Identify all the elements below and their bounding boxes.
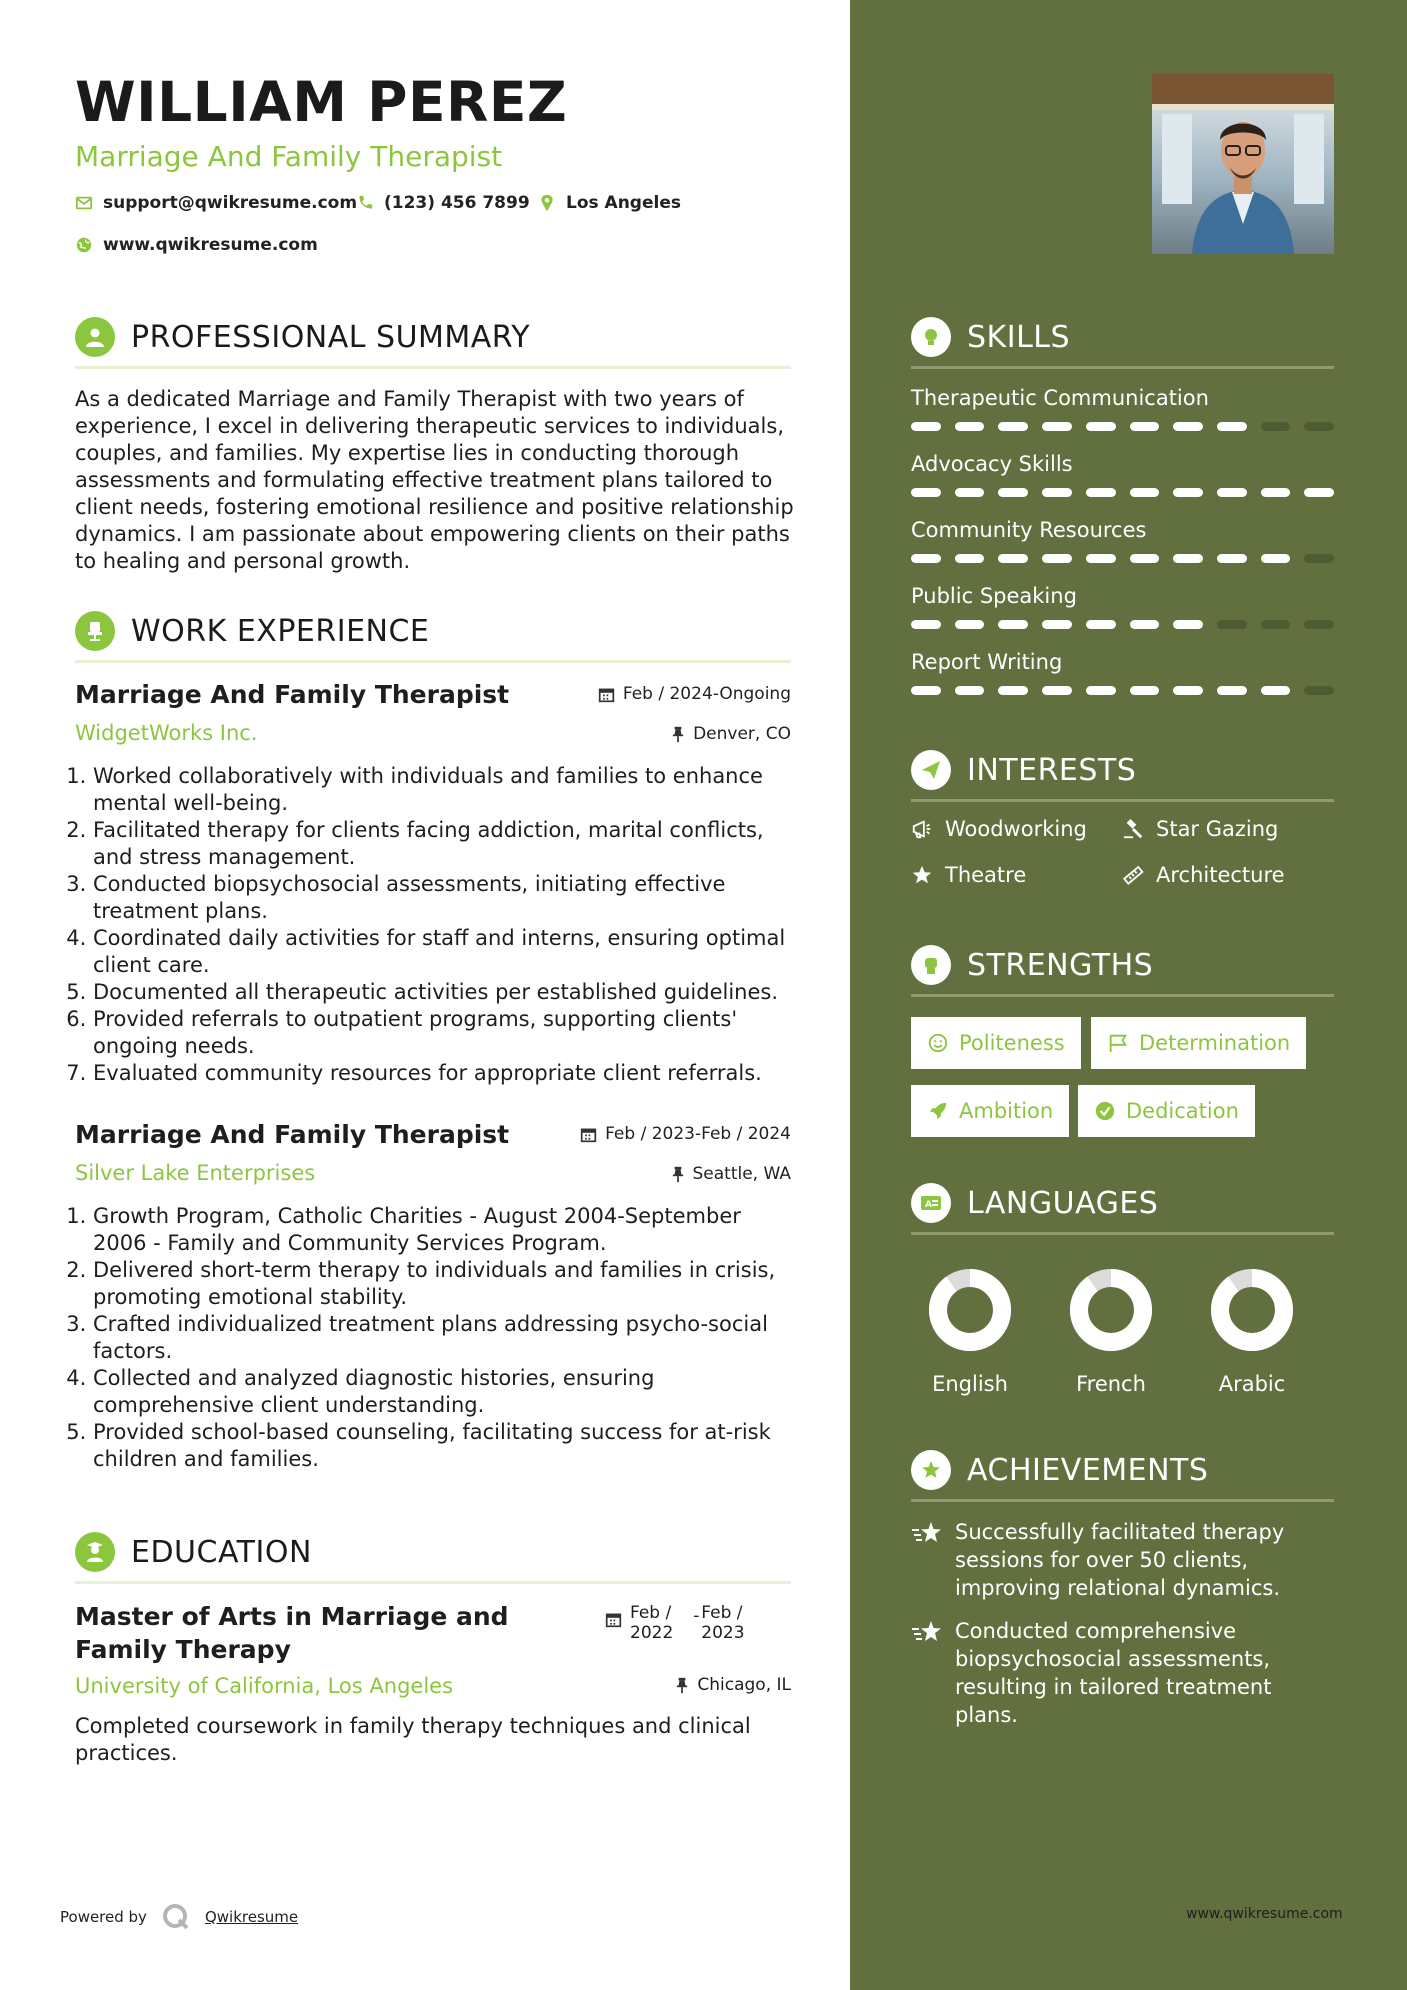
achievement-item (911, 1617, 1311, 1729)
strength-label: Determination (1139, 1031, 1291, 1055)
user-icon (75, 317, 115, 357)
skill-name: Community Resources (911, 518, 1147, 542)
skill-level-dash (998, 488, 1028, 497)
interest-item (1122, 817, 1278, 841)
strengths-heading (911, 936, 1334, 997)
education-location (675, 1675, 791, 1695)
languages-heading (911, 1174, 1334, 1235)
start-year: 2022 (630, 1623, 674, 1643)
experience-title: WORK EXPERIENCE (131, 613, 430, 649)
pin-icon (671, 726, 685, 743)
job-date-text: Feb / 2023-Feb / 2024 (605, 1124, 791, 1144)
skill-level-dash (1304, 422, 1334, 431)
interest-label: Theatre (945, 863, 1027, 887)
skill-level-dash (1130, 686, 1160, 695)
map-pin-icon (538, 194, 556, 212)
job-location (671, 724, 791, 744)
language-level-ring (926, 1266, 1014, 1354)
skill-level-dash (1086, 686, 1116, 695)
skill-level-dash (1130, 422, 1160, 431)
end-year: 2023 (701, 1623, 745, 1643)
skill-level-dash (1173, 422, 1203, 431)
skill-level-dash (1042, 422, 1072, 431)
skill-level-meter (911, 686, 1334, 695)
skill-level-dash (1130, 488, 1160, 497)
lightbulb-icon (911, 317, 951, 357)
skill-level-dash (911, 620, 941, 629)
graduate-icon (75, 1532, 115, 1572)
candidate-title: Marriage And Family Therapist (75, 140, 503, 173)
skill-level-dash (1217, 686, 1247, 695)
globe-icon (75, 236, 93, 254)
skill-item (911, 452, 1334, 497)
strength-tag (1078, 1085, 1255, 1137)
job-entry (75, 680, 791, 1087)
skill-level-dash (955, 620, 985, 629)
briefcase-chair-icon (75, 611, 115, 651)
skill-item (911, 650, 1334, 695)
education-heading (75, 1523, 791, 1584)
language-card-icon (911, 1183, 951, 1223)
skill-level-dash (1130, 620, 1160, 629)
strength-label: Ambition (959, 1099, 1054, 1123)
profile-photo (1152, 74, 1334, 254)
skill-level-dash (998, 686, 1028, 695)
skills-heading (911, 308, 1334, 369)
job-company: WidgetWorks Inc. (75, 721, 258, 745)
summary-title: PROFESSIONAL SUMMARY (131, 319, 531, 355)
website-text: www.qwikresume.com (103, 235, 318, 255)
brand-link[interactable]: Qwikresume (204, 1908, 299, 1926)
skill-level-dash (1217, 488, 1247, 497)
skill-level-meter (911, 488, 1334, 497)
skill-level-dash (1042, 488, 1072, 497)
skill-level-dash (1217, 554, 1247, 563)
skill-item (911, 518, 1334, 563)
interest-label: Architecture (1156, 863, 1285, 887)
education-description: Completed coursework in family therapy techniques and clinical practices. (75, 1714, 751, 1765)
skill-level-dash (911, 686, 941, 695)
skill-level-dash (998, 422, 1028, 431)
degree-title: Master of Arts in Marriage and Family Therapy (75, 1602, 509, 1664)
strength-label: Dedication (1126, 1099, 1239, 1123)
footer-site[interactable]: www.qwikresume.com (1186, 1906, 1343, 1922)
job-location (671, 1164, 792, 1184)
experience-heading (75, 602, 791, 663)
contact-location (538, 193, 681, 213)
skill-level-dash (1086, 554, 1116, 563)
skill-level-dash (955, 488, 985, 497)
achievement-item (911, 1518, 1311, 1602)
language-level-ring (1067, 1266, 1155, 1354)
list-item: 5. Provided school-based counseling, facilitating success for at-risk children and families. (93, 1419, 791, 1473)
flag-icon (1107, 1032, 1129, 1054)
strength-tag (911, 1085, 1069, 1137)
languages-title: LANGUAGES (967, 1185, 1159, 1221)
calendar-icon (605, 1611, 622, 1628)
smile-icon (927, 1032, 949, 1054)
skill-level-dash (911, 554, 941, 563)
end-month: Feb / (701, 1603, 743, 1623)
shooting-star-icon (911, 1619, 943, 1647)
skill-level-dash (955, 554, 985, 563)
job-date-text: Feb / 2024-Ongoing (622, 684, 791, 704)
language-level-ring (1208, 1266, 1296, 1354)
list-item: 1. Worked collaboratively with individuals and families to enhance mental well-being. (93, 763, 791, 817)
skill-level-dash (1042, 686, 1072, 695)
gavel-icon (1122, 818, 1144, 840)
calendar-icon (580, 1126, 597, 1143)
list-item: 3. Crafted individualized treatment plans addressing psycho-social factors. (93, 1311, 791, 1365)
ring-fill (1079, 1278, 1143, 1342)
pin-icon (671, 1166, 685, 1183)
skill-level-dash (1173, 488, 1203, 497)
list-item: 6. Provided referrals to outpatient programs, supporting clients' ongoing needs. (93, 1006, 791, 1060)
skill-level-dash (1217, 422, 1247, 431)
start-date (630, 1603, 673, 1643)
skill-level-dash (998, 620, 1028, 629)
qwikresume-logo-icon (161, 1902, 191, 1932)
interest-item (911, 863, 1026, 887)
ruler-icon (1122, 864, 1144, 886)
contact-email[interactable] (75, 193, 357, 213)
megaphone-icon (911, 818, 933, 840)
job-title: Marriage And Family Therapist (75, 680, 510, 709)
person-photo-icon (1152, 74, 1334, 254)
strength-label: Politeness (959, 1031, 1065, 1055)
skill-name: Therapeutic Communication (911, 386, 1209, 410)
job-location-text: Denver, CO (693, 724, 791, 744)
strength-tag (911, 1017, 1081, 1069)
skill-level-dash (1042, 620, 1072, 629)
list-item: 4. Coordinated daily activities for staff and interns, ensuring optimal client care. (93, 925, 791, 979)
start-month: Feb / (630, 1603, 672, 1623)
language-label: Arabic (1218, 1372, 1286, 1396)
interests-title: INTERESTS (967, 752, 1137, 788)
achievement-text: Conducted comprehensive biopsychosocial assessments, resulting in tailored treatment plans. (955, 1619, 1272, 1727)
job-company: Silver Lake Enterprises (75, 1161, 316, 1185)
education-location-text: Chicago, IL (697, 1675, 791, 1695)
skill-level-dash (1086, 422, 1116, 431)
language-item (1061, 1266, 1161, 1396)
envelope-icon (75, 194, 93, 212)
shooting-star-icon (911, 1520, 943, 1548)
skill-level-dash (1086, 488, 1116, 497)
skill-level-dash (1173, 554, 1203, 563)
skill-level-dash (1261, 488, 1291, 497)
skills-title: SKILLS (967, 319, 1071, 355)
rocket-icon (927, 1100, 949, 1122)
skill-level-dash (1304, 488, 1334, 497)
ring-fill (938, 1278, 1002, 1342)
phone-icon (356, 194, 374, 212)
skill-level-dash (1042, 554, 1072, 563)
check-circle-icon (1094, 1100, 1116, 1122)
job-bullets (75, 763, 791, 1087)
skill-level-dash (1173, 620, 1203, 629)
paper-plane-icon (911, 750, 951, 790)
education-dates (605, 1603, 745, 1643)
language-item (920, 1266, 1020, 1396)
skill-level-dash (1217, 620, 1247, 629)
svg-text:A: A (925, 1200, 932, 1210)
footer-powered (60, 1902, 298, 1932)
list-item: 4. Collected and analyzed diagnostic histories, ensuring comprehensive client understanding. (93, 1365, 791, 1419)
skill-level-dash (955, 686, 985, 695)
summary-text: As a dedicated Marriage and Family Therapist with two years of experience, I excel in delivering therapeutic services to individuals, couples, and families. My expertise lies in conducting thorough assessments and formulating effective treatment plans tailored to client needs, fostering emotional resilience and positive relationship dynamics. I am passionate about empowering clients on their paths to healing and personal growth. (75, 387, 794, 573)
end-date (693, 1603, 745, 1643)
skill-level-dash (1261, 620, 1291, 629)
location-text: Los Angeles (566, 193, 681, 213)
skill-level-dash (911, 488, 941, 497)
skill-level-meter (911, 422, 1334, 431)
job-date (598, 684, 791, 704)
skill-level-dash (998, 554, 1028, 563)
candidate-name: WILLIAM PEREZ (75, 70, 568, 134)
skill-level-meter (911, 554, 1334, 563)
skill-level-dash (1261, 554, 1291, 563)
strength-tag (1091, 1017, 1306, 1069)
phone-text: (123) 456 7899 (384, 193, 530, 213)
list-item: 5. Documented all therapeutic activities per established guidelines. (93, 979, 791, 1006)
ring-fill (1220, 1278, 1284, 1342)
job-location-text: Seattle, WA (692, 1164, 791, 1184)
contact-phone[interactable] (356, 193, 530, 213)
interest-item (1122, 863, 1285, 887)
contact-website[interactable] (75, 235, 318, 255)
skill-level-dash (1261, 686, 1291, 695)
achievements-heading (911, 1441, 1334, 1502)
calendar-icon (598, 686, 615, 703)
education-title: EDUCATION (131, 1534, 312, 1570)
interest-label: Star Gazing (1156, 817, 1279, 841)
achievement-text: Successfully facilitated therapy sessions for over 50 clients, improving relational dynamics. (955, 1520, 1285, 1600)
interest-label: Woodworking (945, 817, 1087, 841)
award-star-icon (911, 1450, 951, 1490)
skill-name: Report Writing (911, 650, 1063, 674)
email-text: support@qwikresume.com (103, 193, 358, 213)
achievements-title: ACHIEVEMENTS (967, 1452, 1209, 1488)
skill-level-dash (1304, 686, 1334, 695)
skill-item (911, 584, 1334, 629)
summary-heading (75, 308, 791, 369)
list-item: 1. Growth Program, Catholic Charities - August 2004-September 2006 - Family and Community Services Program. (93, 1203, 791, 1257)
list-item: 2. Facilitated therapy for clients facing addiction, marital conflicts, and stress management. (93, 817, 791, 871)
job-bullets (75, 1203, 791, 1473)
strengths-title: STRENGTHS (967, 947, 1154, 983)
date-dash: - (693, 1606, 700, 1626)
job-entry (75, 1120, 791, 1473)
skill-level-dash (1261, 422, 1291, 431)
skill-name: Advocacy Skills (911, 452, 1073, 476)
skill-level-dash (1130, 554, 1160, 563)
interests-heading (911, 741, 1334, 802)
list-item: 7. Evaluated community resources for appropriate client referrals. (93, 1060, 791, 1087)
skill-item (911, 386, 1334, 431)
job-date (580, 1124, 791, 1144)
skill-level-dash (1304, 554, 1334, 563)
skill-name: Public Speaking (911, 584, 1077, 608)
list-item: 3. Conducted biopsychosocial assessments, initiating effective treatment plans. (93, 871, 791, 925)
language-item (1202, 1266, 1302, 1396)
star-icon (911, 864, 933, 886)
powered-by-text: Powered by (60, 1908, 147, 1926)
skill-level-dash (1304, 620, 1334, 629)
fist-icon (911, 945, 951, 985)
list-item: 2. Delivered short-term therapy to individuals and families in crisis, promoting emotional stability. (93, 1257, 791, 1311)
language-label: French (1076, 1372, 1146, 1396)
language-label: English (932, 1372, 1008, 1396)
school-name: University of California, Los Angeles (75, 1674, 454, 1698)
skill-level-meter (911, 620, 1334, 629)
skill-level-dash (1086, 620, 1116, 629)
interest-item (911, 817, 1087, 841)
job-title: Marriage And Family Therapist (75, 1120, 510, 1149)
pin-icon (675, 1677, 689, 1694)
skill-level-dash (955, 422, 985, 431)
skill-level-dash (911, 422, 941, 431)
skill-level-dash (1173, 686, 1203, 695)
